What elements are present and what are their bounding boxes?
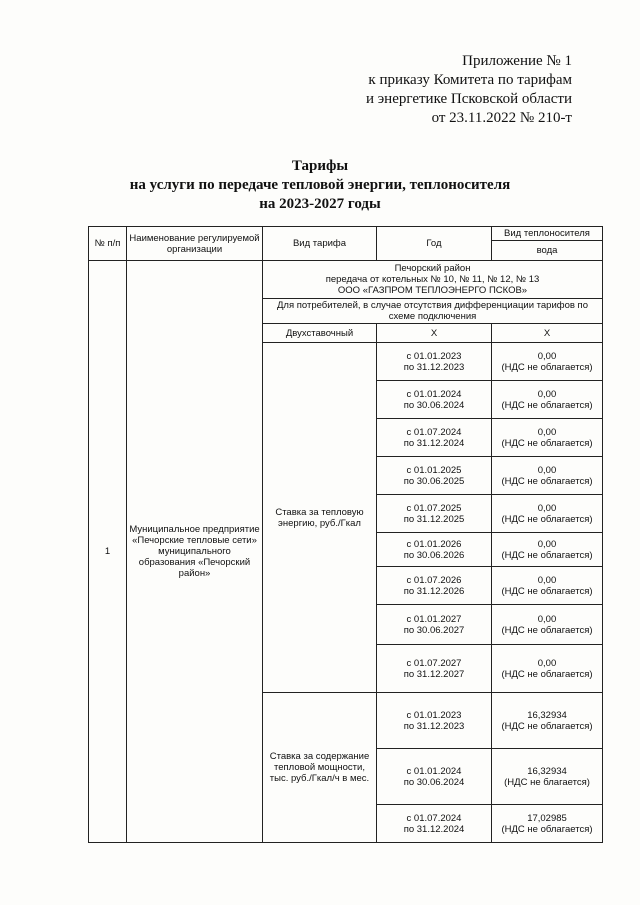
appendix-line: и энергетике Псковской области: [365, 91, 572, 107]
value-cell: [492, 749, 603, 805]
value-cell: [492, 693, 603, 749]
value-cell: [492, 805, 603, 843]
row-number: 1: [89, 261, 127, 843]
period-cell: [377, 419, 492, 457]
period-to: по 31.12.2025: [403, 513, 465, 525]
period-from: с 01.01.2023: [406, 709, 462, 721]
consumers-note: Для потребителей, в случае отсутствия дифференциации тарифов по схеме подключения: [263, 299, 603, 324]
vat-note: (НДС не облагается): [501, 823, 593, 835]
vat-note: (НДС не облагается): [501, 624, 593, 636]
period-from: с 01.01.2023: [406, 350, 462, 362]
tariff-value: 0,00: [537, 464, 557, 476]
period-cell: [377, 645, 492, 693]
period-to: по 30.06.2025: [403, 475, 465, 487]
period-from: с 01.01.2027: [406, 613, 462, 625]
organization-name: Муниципальное предприятие «Печорские тепловые сети» муниципального образования «Печорский район»: [127, 261, 263, 843]
period-cell: [377, 381, 492, 419]
transfer-note: передача от котельных № 10, № 11, № 12, № 13: [325, 274, 540, 285]
value-cell: [492, 457, 603, 495]
title-line: на услуги по передаче тепловой энергии, теплоносителя: [129, 177, 511, 193]
title-line: на 2023-2027 годы: [259, 196, 381, 212]
period-to: по 31.12.2024: [403, 823, 465, 835]
vat-note: (НДС не облагается): [501, 720, 593, 732]
period-to: по 30.06.2024: [403, 399, 465, 411]
period-cell: [377, 605, 492, 645]
tariff-value: 16,32934: [527, 709, 567, 721]
tariff-value: 0,00: [537, 538, 557, 550]
value-cell: [492, 645, 603, 693]
period-from: с 01.07.2025: [406, 502, 462, 514]
region: Печорский район: [394, 263, 471, 274]
value-cell: [492, 533, 603, 567]
period-to: по 31.12.2023: [403, 361, 465, 373]
period-cell: [377, 495, 492, 533]
vat-note: (НДС не облагается): [501, 437, 593, 449]
value-cell: [492, 381, 603, 419]
appendix-line: Приложение № 1: [462, 53, 572, 69]
header-water: вода: [492, 241, 603, 261]
tariff-value: 16,32934: [527, 765, 567, 777]
vat-note: (НДС не облагается): [501, 475, 593, 487]
value-cell: [492, 495, 603, 533]
document-title: [0, 157, 640, 214]
vat-note: (НДС не облагается): [501, 549, 593, 561]
period-to: по 30.06.2027: [403, 624, 465, 636]
period-from: с 01.01.2024: [406, 765, 462, 777]
tariff-value: 0,00: [537, 502, 557, 514]
header-org: Наименование регулируемой организации: [127, 227, 263, 261]
two-rate-x2: Х: [492, 324, 603, 343]
value-cell: [492, 343, 603, 381]
appendix-header: [366, 52, 572, 128]
header-tariff-type: Вид тарифа: [263, 227, 377, 261]
capacity-rate-label: Ставка за содержание тепловой мощности, тыс. руб./Гкал/ч в мес.: [263, 693, 377, 843]
period-cell: [377, 805, 492, 843]
period-from: с 01.01.2026: [406, 538, 462, 550]
heat-rate-label: Ставка за тепловую энергию, руб./Гкал: [263, 343, 377, 693]
vat-note: (НДС не облагается): [501, 399, 593, 411]
period-cell: [377, 693, 492, 749]
appendix-line: к приказу Комитета по тарифам: [368, 72, 572, 88]
period-from: с 01.01.2025: [406, 464, 462, 476]
period-from: с 01.01.2024: [406, 388, 462, 400]
period-to: по 30.06.2024: [403, 776, 465, 788]
vat-note: (НДС не облагается): [501, 585, 593, 597]
two-rate-x1: Х: [377, 324, 492, 343]
header-year: Год: [377, 227, 492, 261]
period-to: по 30.06.2026: [403, 549, 465, 561]
tariff-value: 0,00: [537, 350, 557, 362]
period-cell: [377, 749, 492, 805]
two-rate-label: Двухставочный: [263, 324, 377, 343]
tariff-value: 0,00: [537, 388, 557, 400]
tariff-table: [88, 226, 603, 843]
period-cell: [377, 567, 492, 605]
period-from: с 01.07.2027: [406, 657, 462, 669]
period-cell: [377, 457, 492, 495]
period-from: с 01.07.2026: [406, 574, 462, 586]
header-heat-carrier: Вид теплоносителя: [492, 227, 603, 241]
vat-note: (НДС не облагается): [501, 668, 593, 680]
company-name: ООО «ГАЗПРОМ ТЕПЛОЭНЕРГО ПСКОВ»: [337, 285, 528, 296]
period-to: по 31.12.2023: [403, 720, 465, 732]
value-cell: [492, 419, 603, 457]
vat-note: (НДС не облагается): [501, 513, 593, 525]
period-to: по 31.12.2026: [403, 585, 465, 597]
period-to: по 31.12.2027: [403, 668, 465, 680]
value-cell: [492, 567, 603, 605]
period-cell: [377, 533, 492, 567]
header-num: № п/п: [89, 227, 127, 261]
vat-note: (НДС не благается): [504, 776, 590, 788]
tariff-value: 0,00: [537, 613, 557, 625]
vat-note: (НДС не облагается): [501, 361, 593, 373]
period-to: по 31.12.2024: [403, 437, 465, 449]
title-line: Тарифы: [291, 158, 349, 174]
appendix-line: от 23.11.2022 № 210-т: [431, 110, 572, 126]
tariff-value: 0,00: [537, 426, 557, 438]
region-cell: [263, 261, 603, 299]
tariff-value: 0,00: [537, 574, 557, 586]
period-from: с 01.07.2024: [406, 426, 462, 438]
tariff-value: 17,02985: [527, 812, 567, 824]
value-cell: [492, 605, 603, 645]
period-from: с 01.07.2024: [406, 812, 462, 824]
tariff-value: 0,00: [537, 657, 557, 669]
period-cell: [377, 343, 492, 381]
